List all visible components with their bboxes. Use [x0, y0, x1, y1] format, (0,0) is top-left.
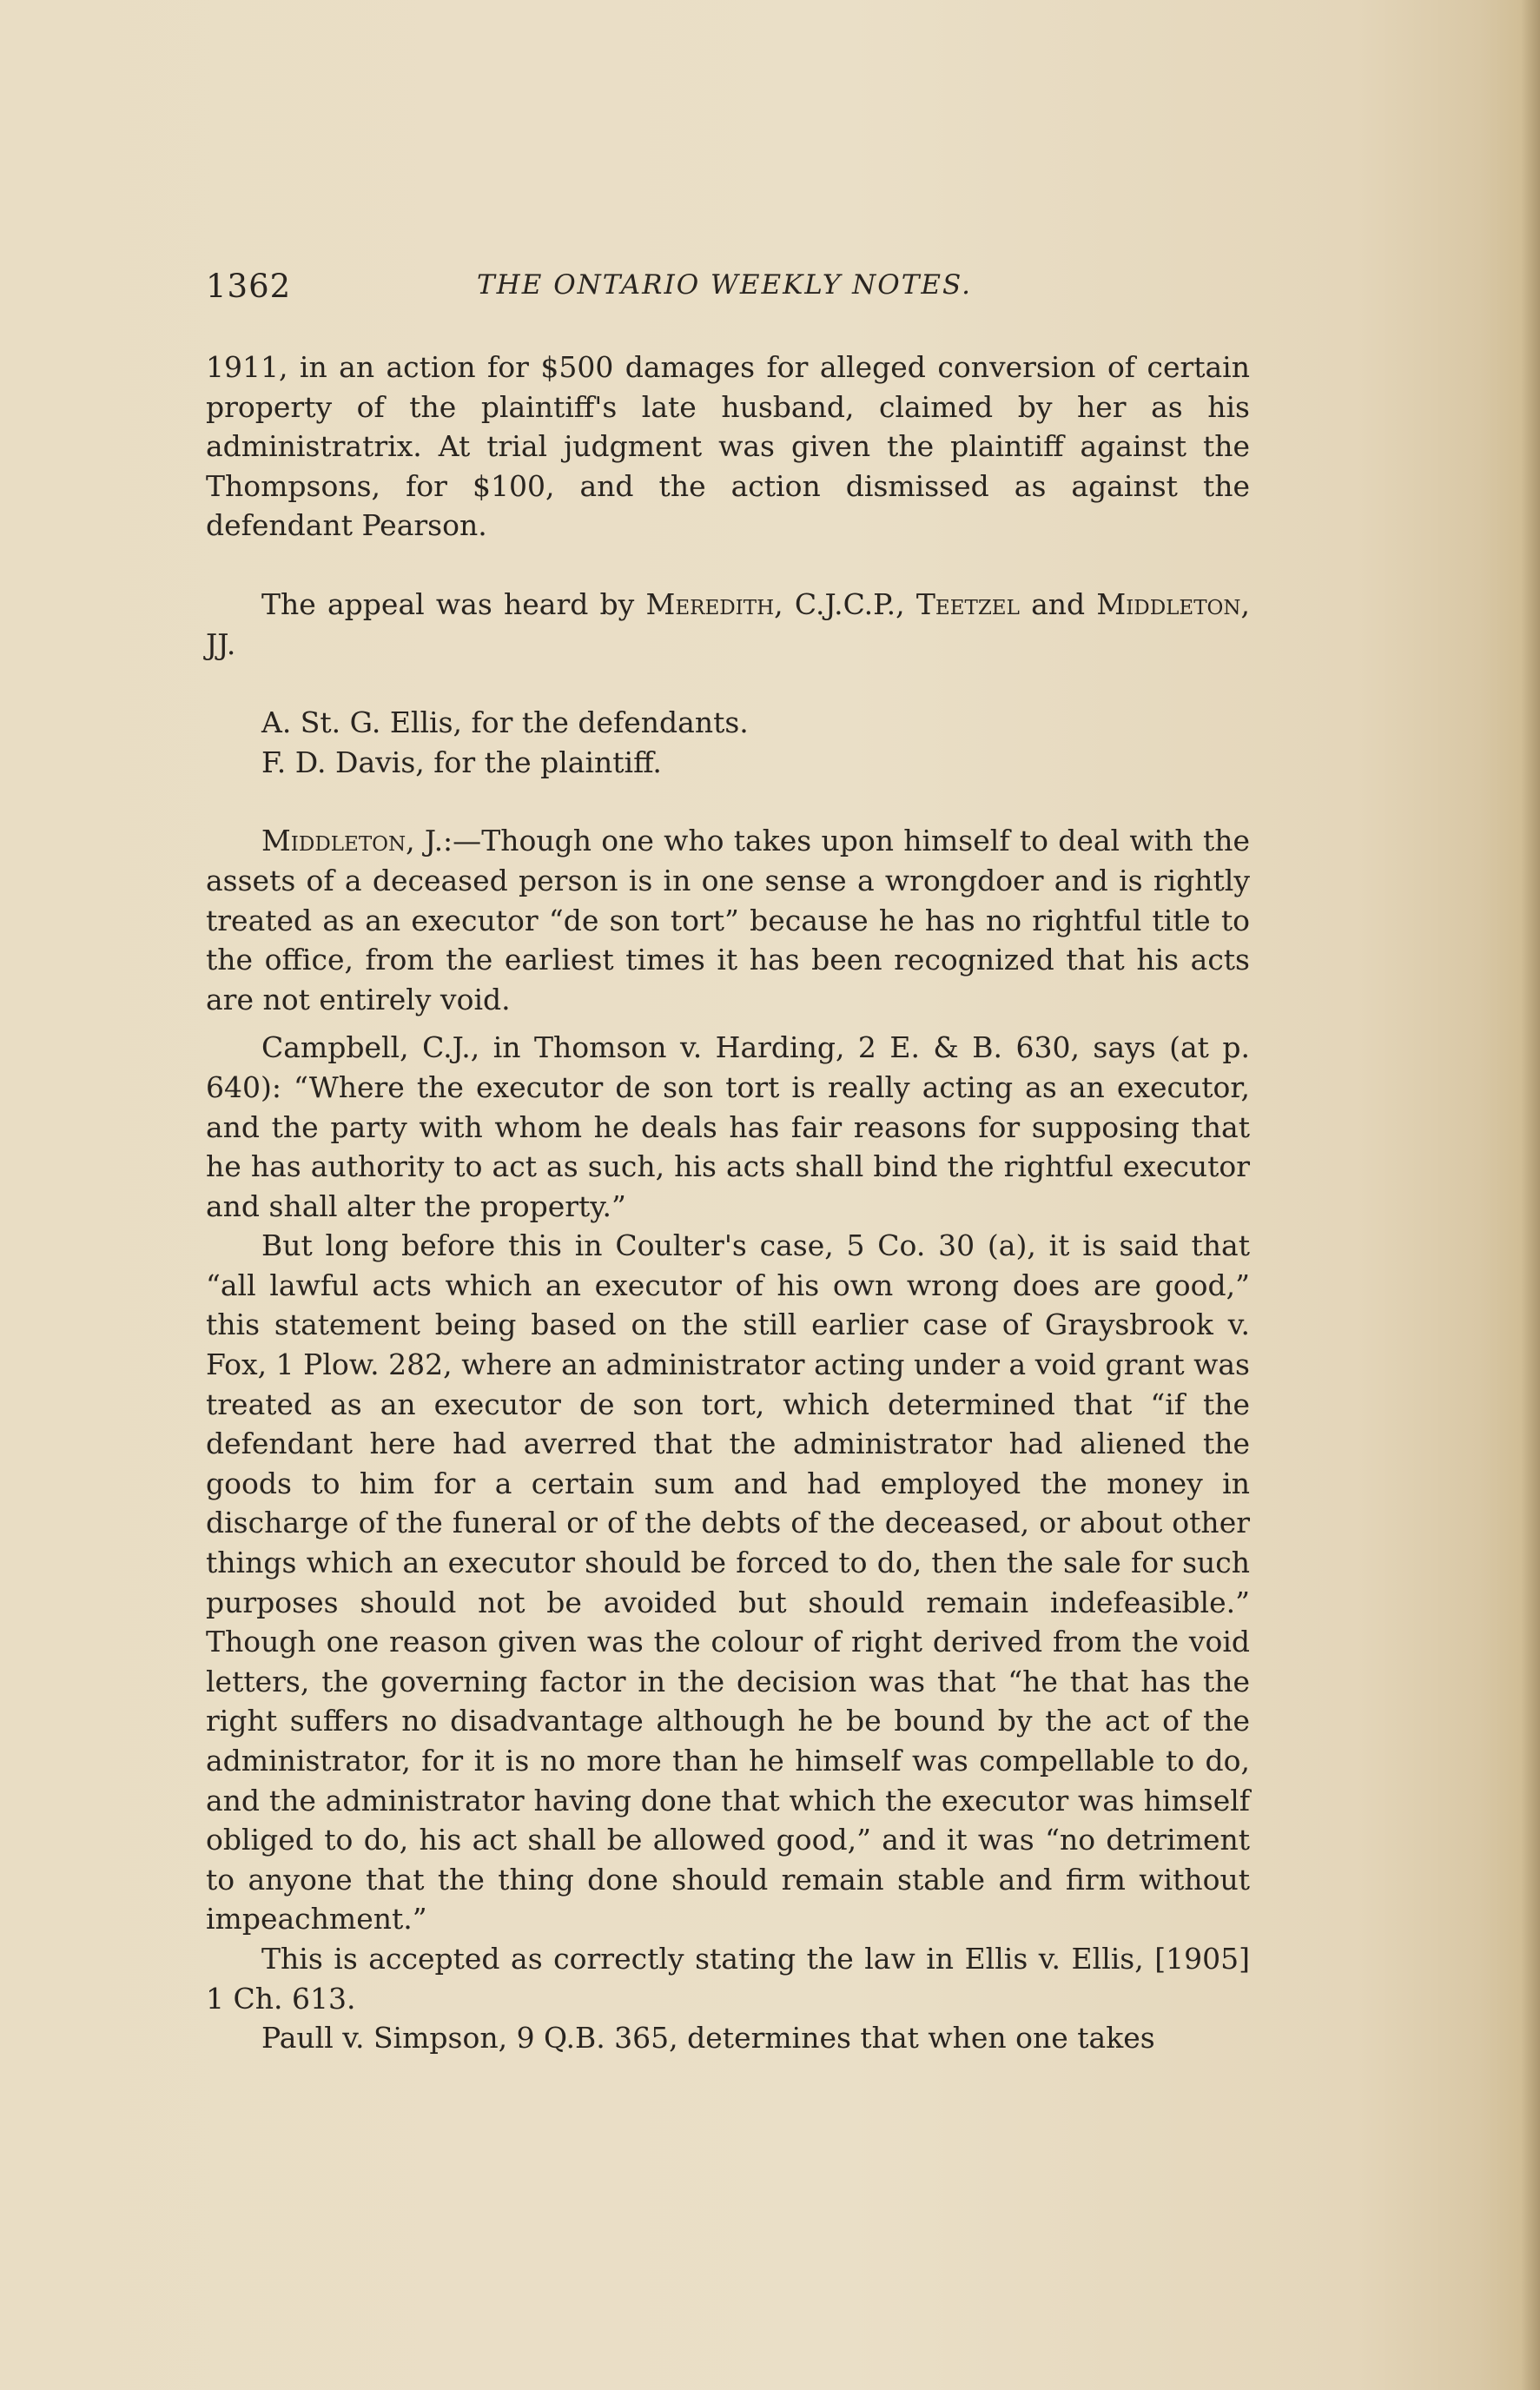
counsel-defendants: A. St. G. Ellis, for the defendants. — [261, 705, 749, 740]
page-header — [206, 268, 1250, 320]
judgment-paragraph-ellis: This is accepted as correctly stating the law in Ellis v. Ellis, [1905] 1 Ch. 613. — [206, 1941, 1250, 2016]
judge-teetzel: Teetzel — [915, 586, 1020, 621]
intro-paragraph: 1911, in an action for $500 damages for alleged conversion of certain property of the plaintiff's late husband, claimed by her as his administratrix. At trial judgment was given the plaintiff against the Thompsons, for $100, and the action dismissed as against the defendant Pearson. — [206, 350, 1250, 543]
judgment-opening-text: Though one who takes upon himself to deal with the assets of a deceased person is in one sense a wrongdoer and is rightly treated as an executor “de son tort” because he has no rightful title to the office, from the earliest times it has been recognized that his acts are not entirely void. — [206, 824, 1250, 1016]
hearing-suffix: , JJ. — [206, 586, 1251, 661]
running-title: THE ONTARIO WEEKLY NOTES. — [477, 269, 972, 301]
judge-middleton: Middleton — [1096, 586, 1241, 621]
hearing-prefix: The appeal was heard by — [261, 586, 646, 621]
page-number: 1362 — [206, 268, 292, 305]
judgment-opening-paragraph — [206, 821, 1250, 1019]
judgment-judge: Middleton — [261, 824, 406, 858]
hearing-and: and — [1019, 586, 1097, 621]
judgment-paragraph-paull: Paull v. Simpson, 9 Q.B. 365, determines that when one takes — [261, 2021, 1155, 2056]
judgment-paragraph-coulter: But long before this in Coulter's case, 5 Co. 30 (a), it is said that “all lawful acts which an executor of his own wrong does are good,” this statement being based on the still earlier case of Graysbrook v. Fox, 1 Plow. 282, where an administrator acting under a void grant was treated as an executor de son tort, which determined that “if the defendant here had averred that the administrator had aliened the goods to him for a certain sum and had employed the money in discharge of the funeral or of the debts of the deceased, or about other things which an executor should be forced to do, then the sale for such purposes should not be avoided but should remain indefeasible.” Though one reason given was the colour of right derived from the void letters, the governing factor in the decision was that “he that has the right suffers no disadvantage although he be bound by the act of the administrator, for it is no more than he himself was compellable to do, and the administrator having done that which the executor was himself obliged to do, his act shall be allowed good,” and it was “no detriment to anyone that the thing done should remain stable and firm without impeachment.” — [206, 1228, 1250, 1936]
body-text — [206, 348, 1250, 2058]
judge-meredith: Meredith — [645, 586, 775, 621]
hearing-paragraph — [206, 585, 1250, 664]
judgment-judge-suffix: , J.:— — [406, 824, 482, 858]
counsel-plaintiff: F. D. Davis, for the plaintiff. — [261, 745, 662, 779]
judgment-paragraph-campbell: Campbell, C.J., in Thomson v. Harding, 2 E. & B. 630, says (at p. 640): “Where the executor de son tort is really acting as an executor, and the party with whom he deals has fair reasons for supposing that he has authority to act as such, his acts shall bind the rightful executor and shall alter the property.” — [206, 1030, 1250, 1223]
judge-meredith-title: , C.J.C.P., — [774, 586, 916, 621]
